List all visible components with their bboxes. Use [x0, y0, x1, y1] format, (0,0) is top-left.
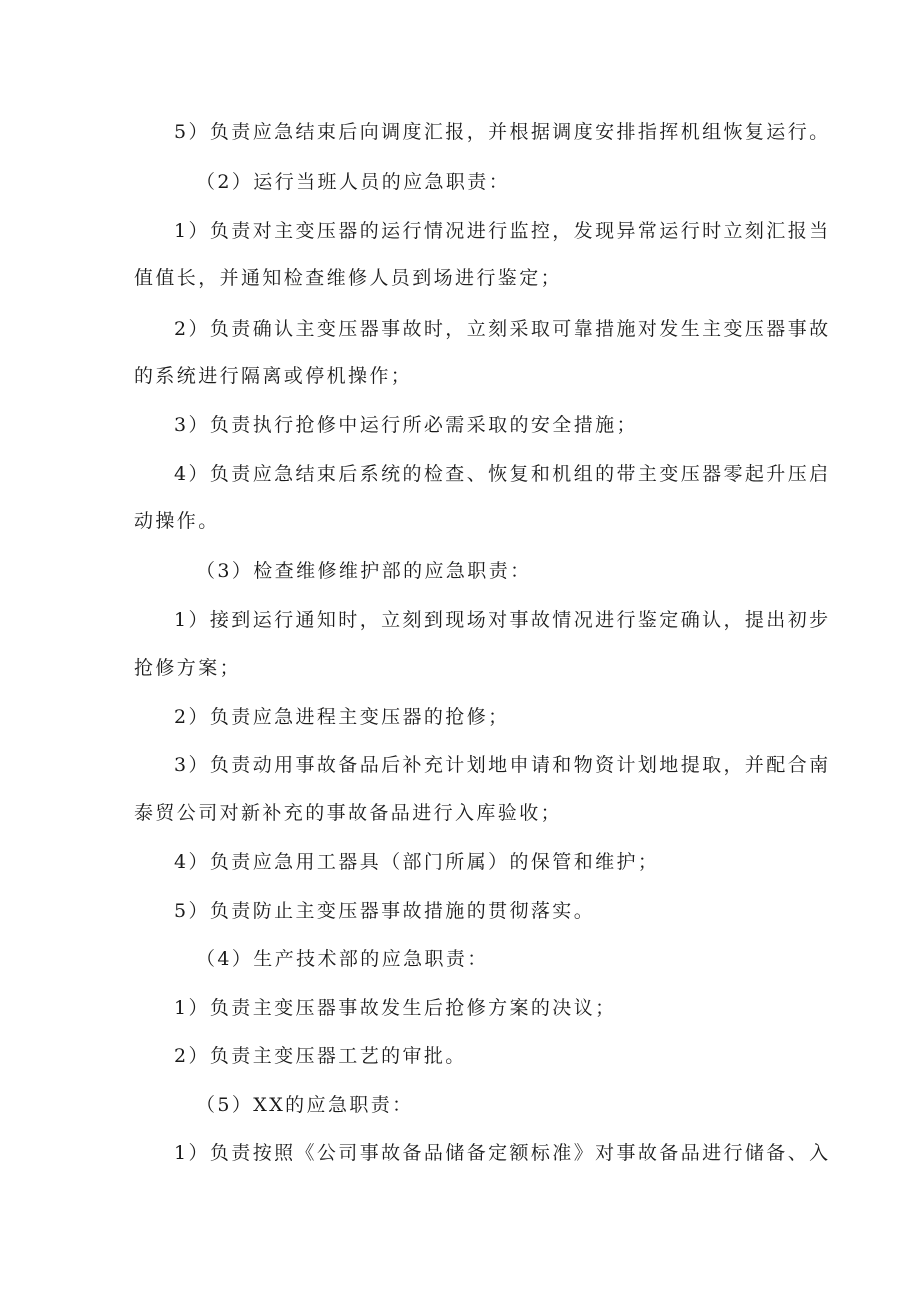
paragraph-line: 4）负责应急用工器具（部门所属）的保管和维护； [174, 851, 660, 873]
paragraph-line: 3）负责动用事故备品后补充计划地申请和物资计划地提取，并配合南 [174, 754, 831, 776]
section-heading: （3）检查维修维护部的应急职责： [196, 560, 532, 582]
paragraph-line: 动操作。 [134, 510, 220, 532]
section-heading: （4）生产技术部的应急职责： [196, 948, 489, 970]
paragraph-line: 4）负责应急结束后系统的检查、恢复和机组的带主变压器零起升压启 [174, 463, 831, 485]
paragraph-line: 1）负责对主变压器的运行情况进行监控，发现异常运行时立刻汇报当 [174, 220, 831, 242]
paragraph-line: 1）接到运行通知时，立刻到现场对事故情况进行鉴定确认，提出初步 [174, 609, 831, 631]
paragraph-line: 泰贸公司对新补充的事故备品进行入库验收； [134, 802, 563, 824]
paragraph-line: 2）负责应急进程主变压器的抢修； [174, 706, 510, 728]
paragraph-line: 2）负责确认主变压器事故时，立刻采取可靠措施对发生主变压器事故 [174, 318, 831, 340]
paragraph-line: 值值长，并通知检查维修人员到场进行鉴定； [134, 267, 563, 289]
paragraph-line: 5）负责应急结束后向调度汇报，并根据调度安排指挥机组恢复运行。 [174, 121, 831, 143]
paragraph-line: 2）负责主变压器工艺的审批。 [174, 1045, 467, 1067]
paragraph-line: 1）负责主变压器事故发生后抢修方案的决议； [174, 997, 617, 1019]
paragraph-line: 1）负责按照《公司事故备品储备定额标准》对事故备品进行储备、入 [174, 1142, 831, 1164]
paragraph-line: 5）负责防止主变压器事故措施的贯彻落实。 [174, 900, 596, 922]
paragraph-line: 3）负责执行抢修中运行所必需采取的安全措施； [174, 414, 638, 436]
paragraph-line: 抢修方案； [134, 657, 242, 679]
paragraph-line: 的系统进行隔离或停机操作； [134, 365, 413, 387]
section-heading: （2）运行当班人员的应急职责： [196, 171, 511, 193]
section-heading: （5）XX的应急职责： [196, 1094, 414, 1116]
